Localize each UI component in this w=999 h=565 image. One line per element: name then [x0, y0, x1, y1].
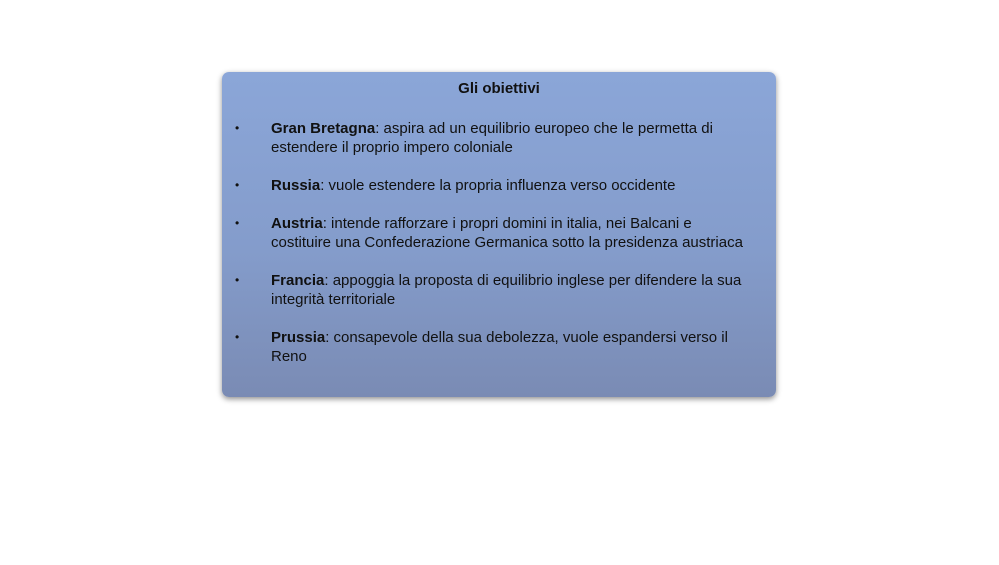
item-text: : vuole estendere la propria influenza verso occidente: [320, 177, 676, 194]
bullet-icon: •: [235, 329, 240, 344]
item-name: Austria: [271, 214, 323, 232]
list-item-russia: [222, 176, 776, 195]
item-text: : consapevole della sua debolezza, vuole espandersi verso il Reno: [271, 328, 728, 365]
card-title: Gli obiettivi: [458, 80, 540, 97]
list-item-gran-bretagna: [222, 119, 776, 157]
item-name: Gran Bretagna: [271, 120, 376, 137]
bullet-icon: •: [235, 121, 240, 135]
bullet-icon: •: [235, 178, 240, 192]
objectives-card: [222, 72, 776, 397]
objectives-list: [222, 119, 776, 385]
item-text: : aspira ad un equilibrio europeo che le permetta di estendere il proprio impero coloniale: [271, 120, 713, 157]
item-text: : intende rafforzare i propri domini in italia, nei Balcani e costituire una Confederazione Germanica sotto la presidenza austriaca: [271, 214, 743, 251]
item-name: Francia: [271, 271, 325, 289]
item-text: : appoggia la proposta di equilibrio inglese per difendere la sua integrità territoriale: [271, 271, 742, 308]
list-item-francia: [222, 271, 776, 309]
item-name: Russia: [271, 177, 321, 194]
list-item-austria: [222, 214, 776, 252]
item-name: Prussia: [271, 328, 326, 346]
bullet-icon: •: [235, 215, 240, 230]
list-item-prussia: [222, 328, 776, 366]
bullet-icon: •: [235, 272, 240, 287]
